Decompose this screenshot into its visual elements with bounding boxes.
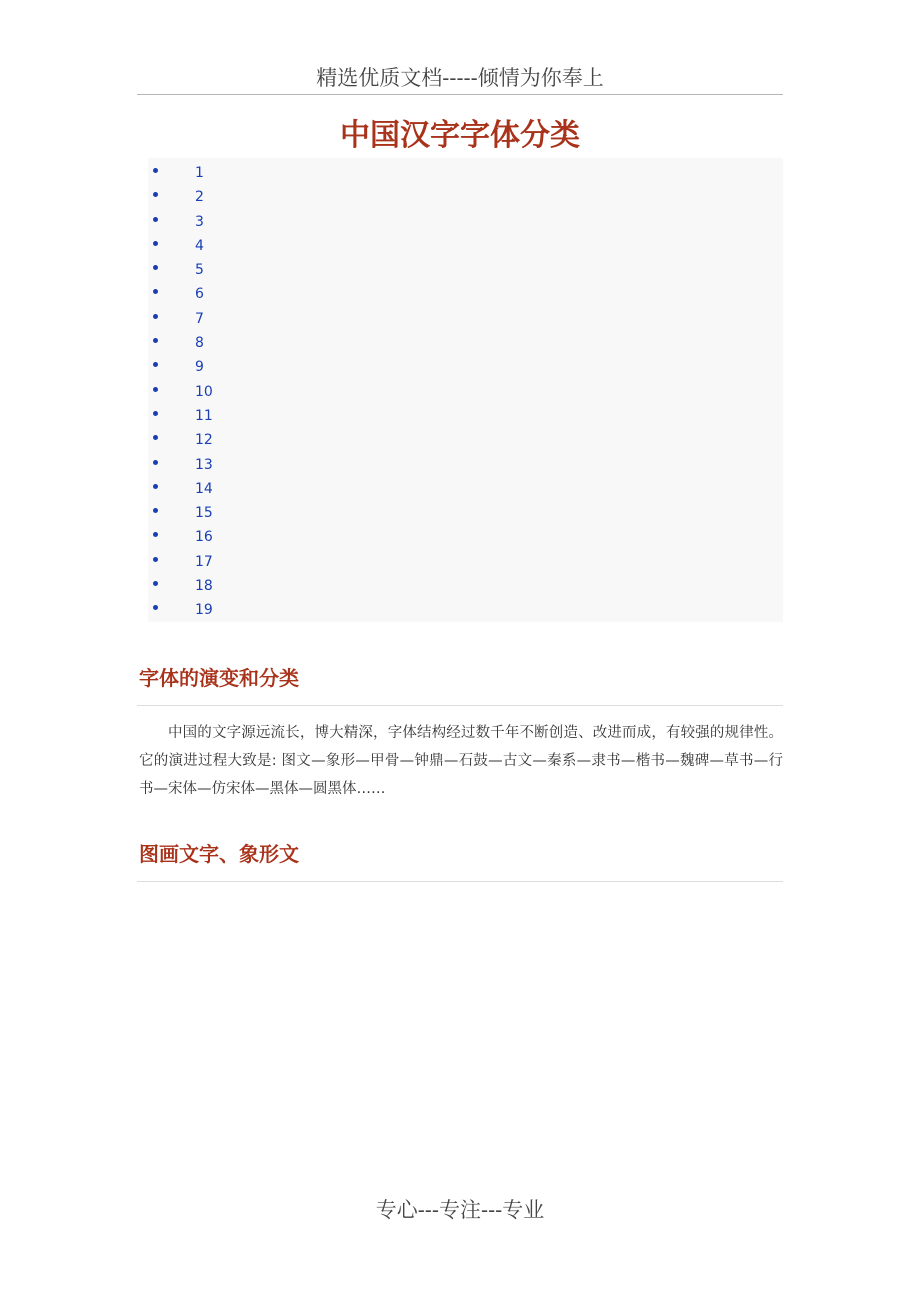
toc-item: [148, 522, 783, 546]
bullet-icon: [153, 460, 158, 465]
toc-link[interactable]: 3: [195, 213, 204, 230]
section-divider: [137, 705, 783, 706]
page-title: 中国汉字字体分类: [340, 118, 580, 153]
toc-item: [148, 158, 783, 182]
bullet-icon: [153, 362, 158, 367]
page-header: 精选优质文档-----倾情为你奉上: [137, 62, 783, 95]
toc-link[interactable]: 8: [195, 335, 204, 352]
toc-item: [148, 571, 783, 595]
toc-link[interactable]: 17: [195, 553, 213, 570]
toc-link[interactable]: 10: [195, 383, 213, 400]
section-heading-pictographs: 图画文字、象形文: [139, 842, 299, 866]
toc-item: [148, 498, 783, 522]
toc-link[interactable]: 15: [195, 505, 213, 522]
toc-link[interactable]: 12: [195, 432, 213, 449]
toc-item: [148, 231, 783, 255]
section-divider: [137, 881, 783, 882]
toc-item: [148, 279, 783, 303]
toc-link[interactable]: 11: [195, 407, 213, 424]
toc-link[interactable]: 6: [195, 286, 204, 303]
toc-item: [148, 425, 783, 449]
toc-link[interactable]: 2: [195, 189, 204, 206]
bullet-icon: [153, 168, 158, 173]
toc-link[interactable]: 13: [195, 456, 213, 473]
toc-item: [148, 595, 783, 619]
bullet-icon: [153, 484, 158, 489]
toc-link[interactable]: 7: [195, 310, 204, 327]
toc-item: [148, 304, 783, 328]
toc-item: [148, 352, 783, 376]
toc-item: [148, 547, 783, 571]
bullet-icon: [153, 338, 158, 343]
bullet-icon: [153, 605, 158, 610]
toc-item: [148, 255, 783, 279]
section-heading-evolution: 字体的演变和分类: [139, 666, 299, 690]
table-of-contents: [148, 158, 783, 622]
section-paragraph: 中国的文字源远流长，博大精深，字体结构经过数千年不断创造、改进而成，有较强的规律性。它的演进过程大致是: 图文—象形—甲骨—钟鼎—石鼓—古文—秦系—隶书—楷书—魏碑—草书—行书—宋体—仿宋体—黑体—圆黑体……: [139, 725, 783, 797]
toc-item: [148, 377, 783, 401]
toc-item: [148, 450, 783, 474]
bullet-icon: [153, 217, 158, 222]
bullet-icon: [153, 508, 158, 513]
page-footer: 专心---专注---专业: [375, 1198, 545, 1222]
toc-item: [148, 207, 783, 231]
bullet-icon: [153, 532, 158, 537]
bullet-icon: [153, 289, 158, 294]
toc-link[interactable]: 18: [195, 578, 213, 595]
toc-link[interactable]: 5: [195, 262, 204, 279]
bullet-icon: [153, 411, 158, 416]
toc-link[interactable]: 4: [195, 237, 204, 254]
toc-link[interactable]: 1: [195, 165, 204, 181]
bullet-icon: [153, 265, 158, 270]
toc-item: [148, 182, 783, 206]
bullet-icon: [153, 557, 158, 562]
toc-item: [148, 328, 783, 352]
bullet-icon: [153, 241, 158, 246]
bullet-icon: [153, 192, 158, 197]
toc-link[interactable]: 19: [195, 602, 213, 619]
toc-link[interactable]: 16: [195, 529, 213, 546]
toc-link[interactable]: 14: [195, 480, 213, 497]
bullet-icon: [153, 435, 158, 440]
bullet-icon: [153, 387, 158, 392]
bullet-icon: [153, 581, 158, 586]
toc-item: [148, 401, 783, 425]
toc-item: [148, 474, 783, 498]
bullet-icon: [153, 314, 158, 319]
toc-link[interactable]: 9: [195, 359, 204, 376]
